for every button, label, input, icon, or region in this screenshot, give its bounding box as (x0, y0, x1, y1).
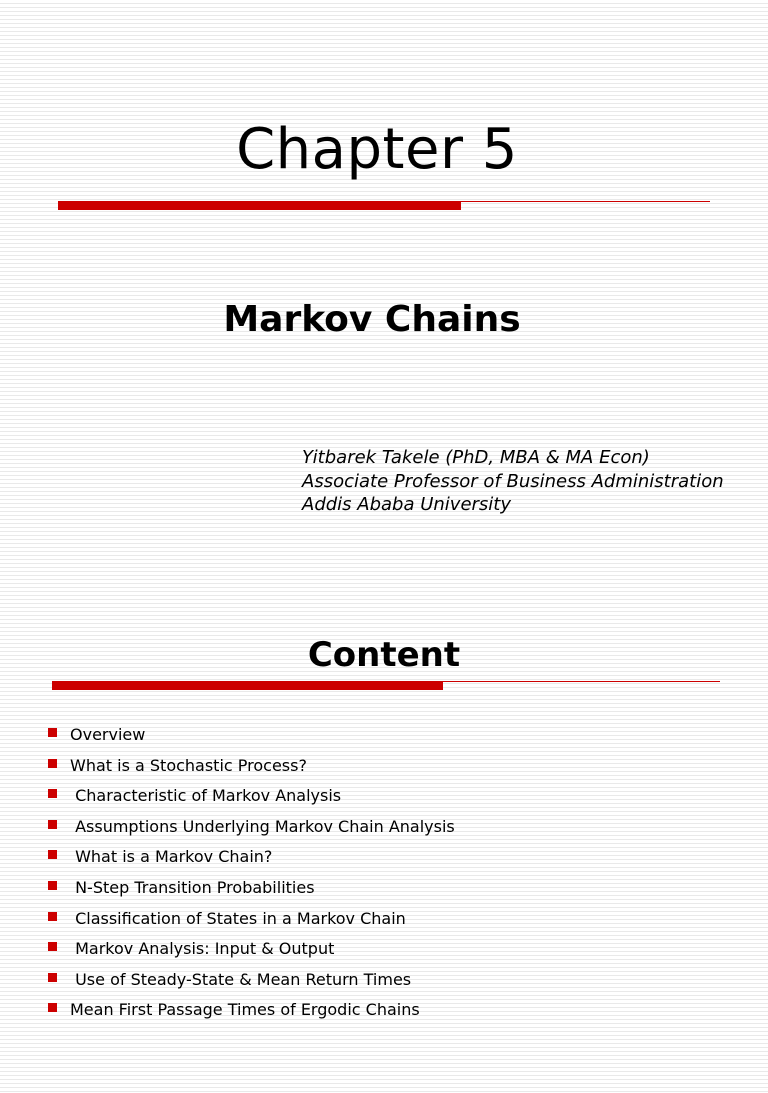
square-bullet-icon (48, 728, 57, 737)
title-underline-thick (58, 201, 461, 210)
list-item (48, 875, 315, 906)
square-bullet-icon (48, 1003, 57, 1012)
author-block (302, 446, 724, 517)
list-item-text: What is a Stochastic Process? (70, 755, 307, 775)
list-item (48, 814, 455, 845)
list-item-text: Markov Analysis: Input & Output (70, 939, 335, 959)
list-item (48, 722, 146, 753)
list-item-text: Classification of States in a Markov Chain (70, 908, 406, 928)
list-item (48, 844, 273, 875)
title-underline-thin (461, 201, 710, 202)
list-item (48, 906, 406, 937)
list-item-text: Assumptions Underlying Markov Chain Analysis (70, 816, 455, 836)
author-position: Associate Professor of Business Administration (302, 470, 724, 492)
content-list (48, 722, 455, 1028)
square-bullet-icon (48, 850, 57, 859)
list-item-text: What is a Markov Chain? (70, 847, 273, 867)
slide-subtitle: Markov Chains (223, 299, 521, 340)
list-item (48, 753, 307, 784)
list-item-text: Characteristic of Markov Analysis (70, 786, 342, 806)
list-item (48, 783, 342, 814)
square-bullet-icon (48, 942, 57, 951)
author-institution: Addis Ababa University (302, 494, 512, 515)
content-heading: Content (307, 635, 461, 675)
square-bullet-icon (48, 973, 57, 982)
list-item-text: Overview (70, 725, 146, 744)
square-bullet-icon (48, 881, 57, 890)
list-item-text: N-Step Transition Probabilities (70, 877, 315, 897)
author-name: Yitbarek Takele (PhD, MBA & MA Econ) (302, 447, 650, 468)
list-item-text: Use of Steady-State & Mean Return Times (70, 969, 412, 989)
chapter-title: Chapter 5 (236, 117, 518, 182)
content-underline-thin (443, 681, 720, 682)
square-bullet-icon (48, 759, 57, 768)
list-item-text: Mean First Passage Times of Ergodic Chains (70, 1000, 420, 1020)
list-item (48, 997, 420, 1028)
content-underline-thick (52, 681, 443, 690)
square-bullet-icon (48, 789, 57, 798)
square-bullet-icon (48, 820, 57, 829)
square-bullet-icon (48, 912, 57, 921)
list-item (48, 936, 335, 967)
list-item (48, 967, 412, 998)
